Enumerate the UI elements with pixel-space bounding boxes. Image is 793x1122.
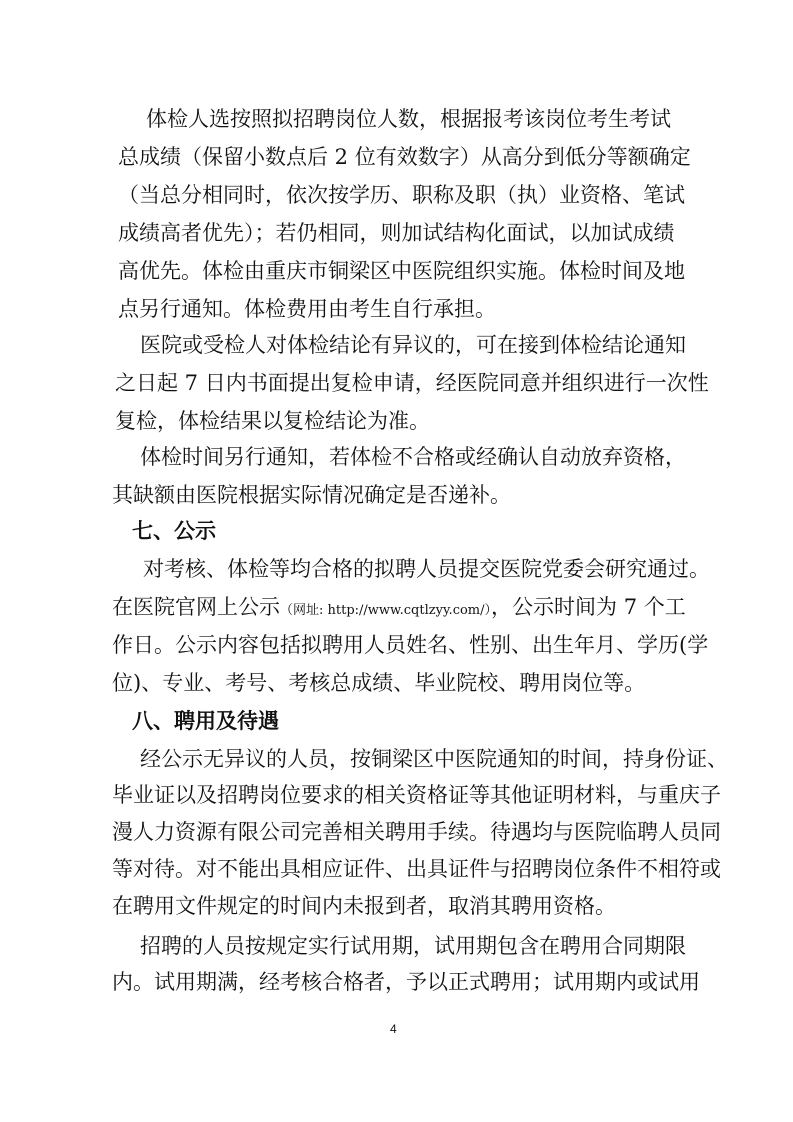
- text-segment: 在医院官网上公示: [112, 595, 280, 619]
- website-note: （网址: http://www.cqtlzyy.com/）: [280, 603, 492, 618]
- paragraph-line: 招聘的人员按规定实行试用期，试用期包含在聘用合同期限: [140, 934, 686, 958]
- section-heading-employment: 八、聘用及待遇: [132, 709, 279, 733]
- paragraph-line: 内。试用期满，经考核合格者，予以正式聘用；试用期内或试用: [112, 970, 700, 994]
- paragraph-line: 成绩高者优先）；若仍相同，则加试结构化面试，以加试成绩: [118, 221, 675, 245]
- paragraph-line: 对考核、体检等均合格的拟聘人员提交医院党委会研究通过。: [143, 557, 710, 581]
- paragraph-line: 等对待。对不能出具相应证件、出具证件与招聘岗位条件不相符或: [112, 857, 721, 881]
- paragraph-line: 经公示无异议的人员，按铜梁区中医院通知的时间，持身份证、: [140, 747, 728, 771]
- paragraph-line: 其缺额由医院根据实际情况确定是否递补。: [112, 483, 511, 507]
- paragraph-line: 在聘用文件规定的时间内未报到者，取消其聘用资格。: [112, 894, 616, 918]
- paragraph-line: （当总分相同时，依次按学历、职称及职（执）业资格、笔试: [118, 183, 685, 207]
- paragraph-line: 高优先。体检由重庆市铜梁区中医院组织实施。体检时间及地: [118, 259, 685, 283]
- section-heading-publicity: 七、公示: [132, 519, 216, 543]
- paragraph-line: 总成绩（保留小数点后 2 位有效数字）从高分到低分等额确定: [118, 145, 691, 169]
- paragraph-line: 复检，体检结果以复检结论为准。: [115, 409, 430, 433]
- paragraph-line: 位)、专业、考号、考核总成绩、毕业院校、聘用岗位等。: [112, 671, 646, 695]
- paragraph-line: 之日起 7 日内书面提出复检申请，经医院同意并组织进行一次性: [115, 371, 709, 395]
- paragraph-line: 体检时间另行通知，若体检不合格或经确认自动放弃资格，: [140, 445, 686, 469]
- text-segment: ，公示时间为 7 个工: [491, 595, 686, 619]
- paragraph-line: [112, 593, 686, 621]
- page-number: 4: [390, 1022, 397, 1036]
- paragraph-line: 点另行通知。体检费用由考生自行承担。: [118, 297, 496, 321]
- paragraph-line: 漫人力资源有限公司完善相关聘用手续。待遇均与医院临聘人员同: [112, 820, 721, 844]
- paragraph-line: 毕业证以及招聘岗位要求的相关资格证等其他证明材料，与重庆子: [112, 783, 721, 807]
- paragraph-line: 医院或受检人对体检结论有异议的，可在接到体检结论通知: [140, 333, 686, 357]
- paragraph-line: 作日。公示内容包括拟聘用人员姓名、性别、出生年月、学历(学: [112, 633, 709, 657]
- paragraph-line: 体检人选按照拟招聘岗位人数，根据报考该岗位考生考试: [146, 107, 671, 131]
